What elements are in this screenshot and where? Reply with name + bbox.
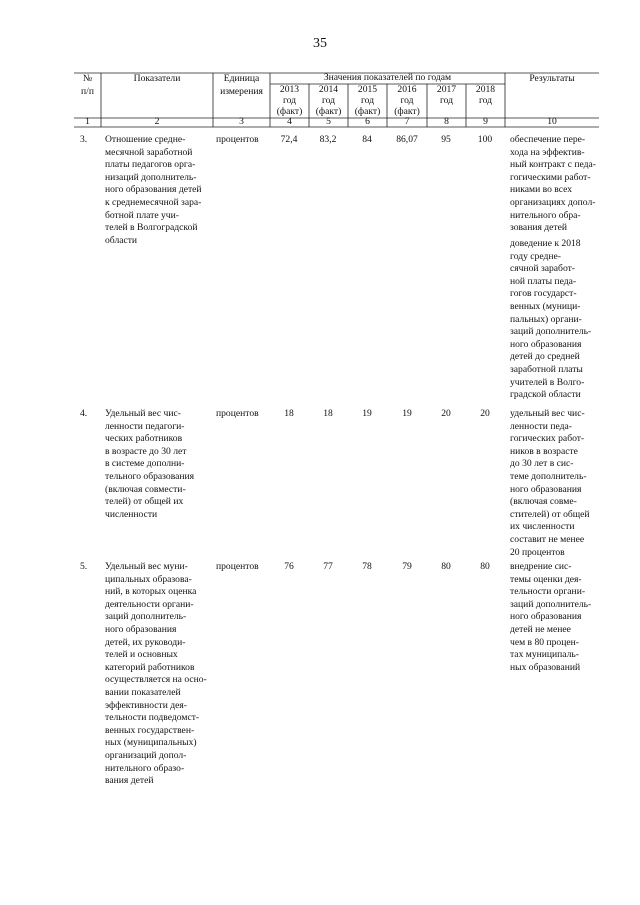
row-4-indicator: Удельный вес чис- ленности педагоги- ческих работников в возрасте до 30 лет в системе дополни- тельного образования (включая совмести- телей) от общей их численности (105, 408, 195, 520)
header-results: Результаты (529, 73, 575, 84)
row-4-value-2014: 18 (323, 408, 333, 419)
header-year-2018: 2018 год (475, 84, 496, 106)
row-3-result-2: доведение к 2018 году средне- сячной заработ- ной платы педа- гогов государст- венных (муници- пальных) органи- заций дополнитель- ного образования детей до средней заработной платы учителей в Волго- градской области (510, 238, 592, 401)
row-3-value-2016: 86,07 (396, 134, 418, 145)
header-year-2014: 2014 год (факт) (315, 84, 342, 117)
row-4-unit: процентов (216, 408, 259, 419)
row-4-value-2018: 20 (480, 408, 490, 419)
row-5-value-2017: 80 (441, 561, 451, 572)
header-unit: Единица измерения (220, 73, 263, 97)
row-3-value-2014: 83,2 (319, 134, 337, 145)
row-5-num: 5. (80, 561, 88, 572)
header-year-2013: 2013 год (факт) (276, 84, 303, 117)
col-number-3: 3 (239, 116, 244, 127)
col-number-2: 2 (154, 116, 160, 127)
col-number-6: 6 (365, 116, 370, 127)
row-3-value-2018: 100 (477, 134, 493, 145)
header-year-2016: 2016 год (факт) (394, 84, 420, 117)
header-values-group: Значения показателей по годам (323, 72, 452, 83)
row-3-indicator: Отношение средне- месячной заработной платы педагогов орга- низаций дополнитель- ного образования детей к среднемесячной зара- ботной плате учи- телей в Волгоградской области (105, 134, 202, 246)
row-5-unit: процентов (216, 561, 259, 572)
row-4-value-2017: 20 (441, 408, 451, 419)
row-4-value-2015: 19 (362, 408, 372, 419)
header-year-2015: 2015 год (факт) (354, 84, 381, 117)
row-3-value-2015: 84 (362, 134, 372, 145)
row-4-value-2016: 19 (402, 408, 412, 419)
row-3-result-1: обеспечение пере- хода на эффектив- ный контракт с педа- гогическими работ- никами во всех организациях допол- нительного обра- зования детей (510, 134, 596, 234)
row-5-value-2013: 76 (284, 561, 294, 572)
page-number: 35 (313, 36, 327, 51)
row-4-result: удельный вес чис- ленности педа- гогических работ- ников в возрасте до 30 лет в сис- теме дополнитель- ного образования (включая совме- стителей) от общей их численности составит не менее 20 процентов (510, 408, 590, 558)
row-3-num: 3. (80, 134, 88, 145)
row-5-value-2018: 80 (480, 561, 490, 572)
row-4-value-2013: 18 (284, 408, 294, 419)
row-3-value-2017: 95 (441, 134, 451, 145)
row-5-value-2014: 77 (323, 561, 333, 572)
row-3-value-2013: 72,4 (280, 134, 298, 145)
col-number-5: 5 (326, 116, 331, 127)
col-number-10: 10 (547, 116, 557, 127)
header-year-2017: 2017 год (436, 84, 457, 106)
col-number-8: 8 (444, 116, 449, 127)
col-number-7: 7 (404, 116, 410, 127)
col-number-9: 9 (483, 116, 488, 127)
row-5-value-2015: 78 (362, 561, 372, 572)
row-5-value-2016: 79 (402, 561, 412, 572)
header-indicator: Показатели (133, 73, 181, 84)
header-num: № п/п (81, 73, 94, 97)
col-number-1: 1 (85, 116, 90, 127)
row-5-result: внедрение сис- темы оценки дея- тельности органи- заций дополнитель- ного образования детей не менее чем в 80 процен- тах муниципаль- ных образований (510, 561, 592, 673)
row-4-num: 4. (80, 408, 88, 419)
row-5-indicator: Удельный вес муни- ципальных образова- ний, в которых оценка деятельности органи- заций дополнитель- ного образования детей, их руководи- телей и основных категорий работников осуществляется на осно- вании показателей эффективности дея- тельности подведомст- венных государствен- ных (муниципальных) организаций допол- нительного образо- вания детей (105, 561, 207, 787)
row-3-unit: процентов (216, 134, 259, 145)
col-number-4: 4 (287, 116, 292, 127)
